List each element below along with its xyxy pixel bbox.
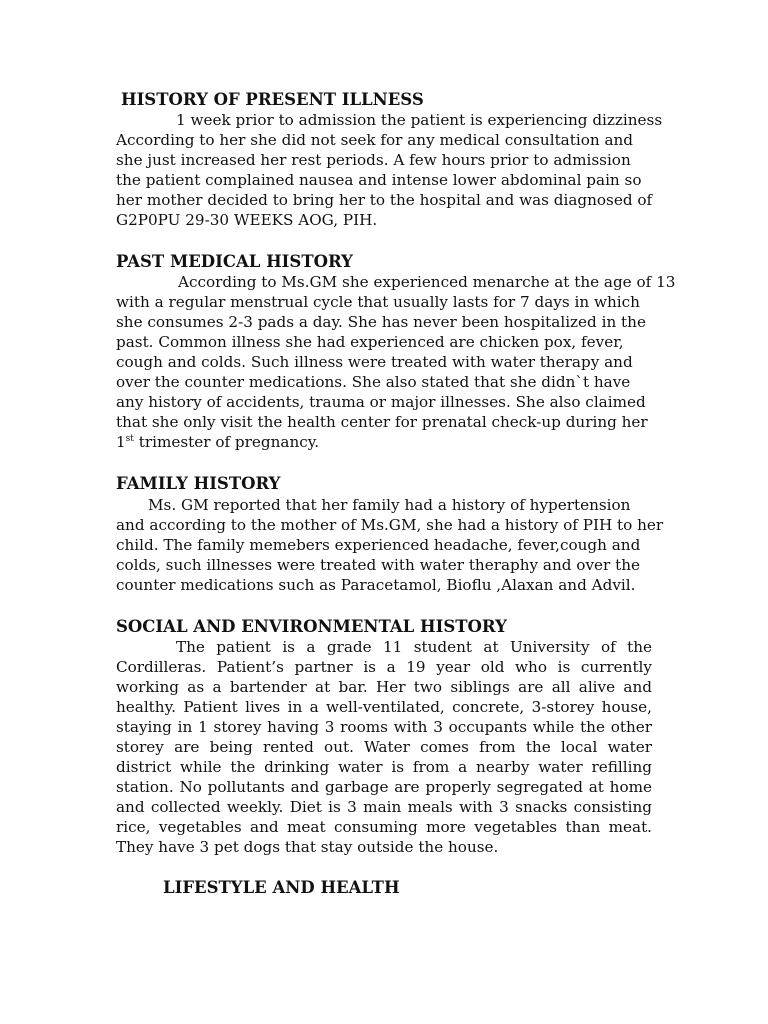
- text-line: They have 3 pet dogs that stay outside the house.: [116, 838, 499, 856]
- text-line: with a regular menstrual cycle that usually lasts for 7 days in which: [116, 293, 640, 311]
- ordinal-number: 1: [116, 433, 126, 451]
- text-line: and collected weekly. Diet is 3 main meals with 3 snacks consisting: [116, 798, 652, 816]
- text-line: storey are being rented out. Water comes from the local water: [116, 738, 652, 756]
- text-fragment: trimester of pregnancy.: [133, 433, 320, 451]
- text-line: past. Common illness she had experienced are chicken pox, fever,: [116, 333, 624, 351]
- present-illness-heading: HISTORY OF PRESENT ILLNESS: [121, 90, 424, 109]
- text-line: her mother decided to bring her to the hospital and was diagnosed of: [116, 191, 653, 209]
- text-line: she consumes 2-3 pads a day. She has never been hospitalized in the: [116, 313, 646, 331]
- text-line: cough and colds. Such illness were treated with water therapy and: [116, 353, 633, 371]
- text-line: rice, vegetables and meat consuming more vegetables than meat.: [116, 818, 652, 836]
- text-line: child. The family memebers experienced headache, fever,cough and: [116, 536, 641, 554]
- family-history-heading: FAMILY HISTORY: [116, 474, 281, 493]
- present-illness-paragraph: [116, 110, 663, 230]
- past-medical-heading: PAST MEDICAL HISTORY: [116, 252, 353, 271]
- text-line: [116, 432, 652, 452]
- text-line: colds, such illnesses were treated with water theraphy and over the: [116, 556, 640, 574]
- text-line: Ms. GM reported that her family had a history of hypertension: [148, 496, 631, 514]
- text-line: and according to the mother of Ms.GM, she had a history of PIH to her: [116, 516, 664, 534]
- lifestyle-heading: LIFESTYLE AND HEALTH: [163, 878, 400, 897]
- text-line: Cordilleras. Patient’s partner is a 19 year old who is currently: [116, 658, 652, 676]
- text-line: 1 week prior to admission the patient is experiencing dizziness: [176, 111, 663, 129]
- text-line: According to Ms.GM she experienced menarche at the age of 13: [178, 273, 676, 291]
- text-line: district while the drinking water is from a nearby water refilling: [116, 758, 652, 776]
- social-history-paragraph: [116, 637, 652, 857]
- text-line: working as a bartender at bar. Her two siblings are all alive and: [116, 678, 652, 696]
- text-line: that she only visit the health center for prenatal check-up during her: [116, 413, 648, 431]
- text-line: the patient complained nausea and intense lower abdominal pain so: [116, 171, 642, 189]
- social-history-heading: SOCIAL AND ENVIRONMENTAL HISTORY: [116, 617, 507, 636]
- text-line: counter medications such as Paracetamol, Bioflu ,Alaxan and Advil.: [116, 576, 636, 594]
- text-line: healthy. Patient lives in a well-ventilated, concrete, 3-storey house,: [116, 698, 652, 716]
- text-line: staying in 1 storey having 3 rooms with 3 occupants while the other: [116, 718, 652, 736]
- past-medical-paragraph: [116, 272, 676, 452]
- ordinal-suffix: st: [125, 433, 134, 444]
- text-line: over the counter medications. She also stated that she didn`t have: [116, 373, 631, 391]
- family-history-paragraph: [116, 495, 664, 595]
- text-line: she just increased her rest periods. A few hours prior to admission: [116, 151, 631, 169]
- text-line: According to her she did not seek for any medical consultation and: [116, 131, 634, 149]
- text-line: The patient is a grade 11 student at University of the: [176, 638, 652, 656]
- text-line: any history of accidents, trauma or major illnesses. She also claimed: [116, 393, 646, 411]
- text-line: G2P0PU 29-30 WEEKS AOG, PIH.: [116, 211, 378, 229]
- text-line: station. No pollutants and garbage are properly segregated at home: [116, 778, 652, 796]
